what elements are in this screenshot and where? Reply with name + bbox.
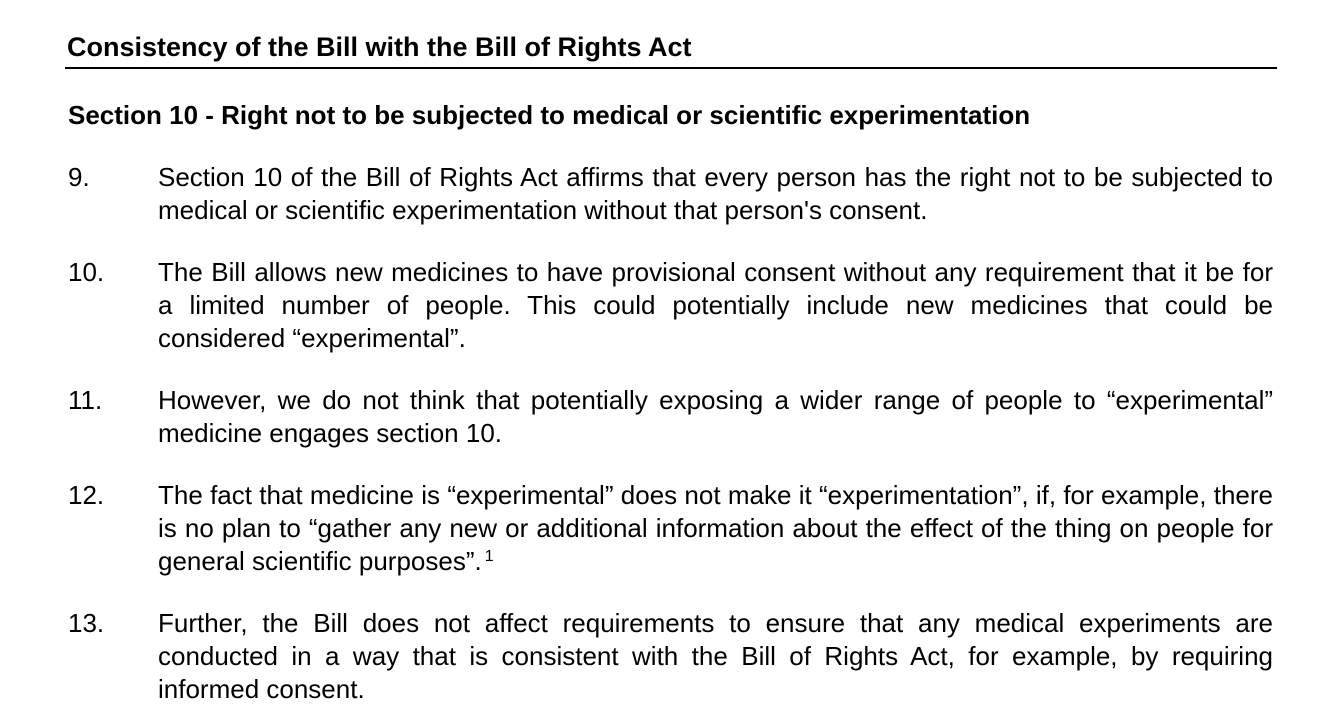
paragraph-number: 9. [68, 162, 90, 192]
paragraph-number: 13. [68, 608, 105, 638]
paragraph-body: The fact that medicine is “experimental” does not make it “experimentation”, if, for example, there is no plan to “gather any new or additional information about the effect of the thing on people for general scientific purposes”. [158, 480, 1273, 576]
paragraph-number: 10. [68, 257, 105, 287]
paragraph-10 [68, 256, 1273, 355]
paragraph-11 [68, 384, 1273, 450]
paragraph-13 [68, 607, 1273, 706]
paragraph-text [158, 479, 1273, 578]
paragraph-text: Section 10 of the Bill of Rights Act affirms that every person has the right not to be subjected to medical or scientific experimentation without that person's consent. [158, 162, 1273, 225]
paragraph-number: 11. [68, 385, 103, 415]
section-heading: Section 10 - Right not to be subjected to medical or scientific experimentation [68, 100, 1031, 130]
paragraph-text: Further, the Bill does not affect requirements to ensure that any medical experiments are conducted in a way that is consistent with the Bill of Rights Act, for example, by requiring informed consent. [158, 608, 1273, 704]
document-heading: Consistency of the Bill with the Bill of Rights Act [67, 32, 692, 62]
paragraph-text: However, we do not think that potentially exposing a wider range of people to “experimental” medicine engages section 10. [158, 385, 1273, 448]
paragraph-text: The Bill allows new medicines to have provisional consent without any requirement that it be for a limited number of people. This could potentially include new medicines that could be considered “experimental”. [158, 257, 1273, 353]
paragraph-12 [68, 479, 1273, 578]
footnote-reference[interactable]: 1 [484, 548, 494, 565]
heading-underline-rule [65, 67, 1277, 69]
paragraph-9 [68, 161, 1273, 227]
paragraph-number: 12. [68, 480, 105, 510]
